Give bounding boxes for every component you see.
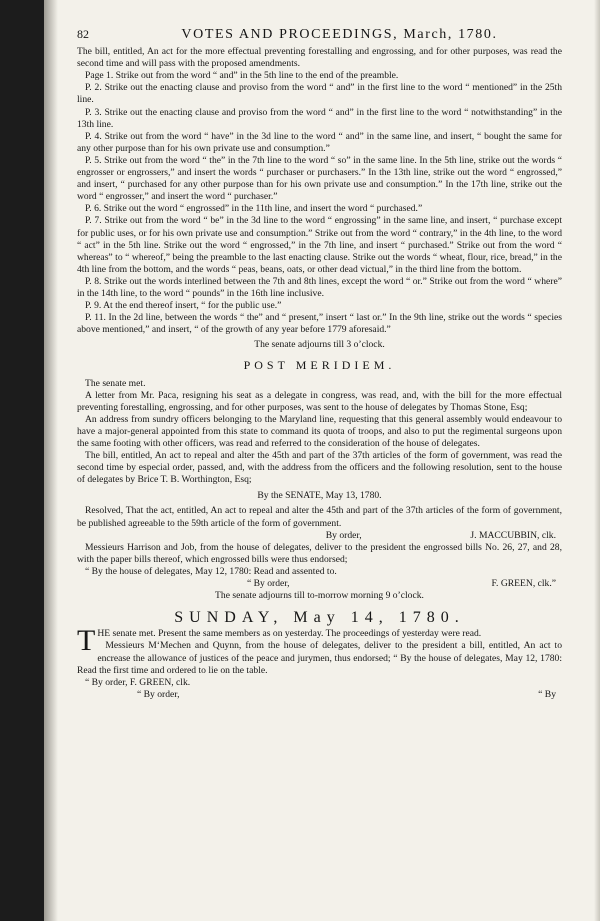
messengers-paragraph: Messieurs M‘Mechen and Quynn, from the house of delegates, deliver to the president a bill, entitled, An act to encrease the allowance of justices of the peace and jurymen, thus endorsed; “ By the house of delegates, May 12, 1780: Read the first time and ordered to lie on the table. <box>77 640 562 676</box>
by-order: By order, <box>325 529 362 541</box>
amendment-4: P. 4. Strike out from the word “ have” in the 3d line to the word “ and” in the same line, and insert, “ bought the same for any other purpose than for his own private use and consumption.” <box>77 130 562 154</box>
document-text <box>77 28 562 701</box>
catchword: “ By <box>538 688 556 700</box>
messengers-paragraph: Messieurs Harrison and Job, from the house of delegates, deliver to the president the engrossed bills No. 26, 27, and 28, with the paper bills thereof, which engrossed bills were thus endorsed; <box>77 541 562 565</box>
amendment-8: P. 8. Strike out the words interlined between the 7th and 8th lines, except the word “ or.” Strike out from the word “ where” in the 14th line, to the word “ pounds” in the 16th line inclusive. <box>77 275 562 299</box>
by-order: “ By order, <box>247 578 290 590</box>
binding-shadow <box>44 0 58 921</box>
sunday-opening-text: HE senate met. Present the same members as on yesterday. The proceedings of yesterday were read. <box>97 628 482 640</box>
adjourn-note: The senate adjourns till 3 o’clock. <box>254 339 385 351</box>
drop-cap: T <box>77 624 96 658</box>
address-paragraph: An address from sundry officers belonging to the Maryland line, requesting that this general assembly would endeavour to have a major-general appointed from this state to command its quota of troops, and also to put the regimental surgeons upon the same footing with other officers, was read and referred to the consideration of the house of delegates. <box>77 413 562 449</box>
amendment-7: P. 7. Strike out from the word “ be” in the 3d line to the word “ engrossing” in the same line, and insert, “ purchase except for public uses, or for his own private use and consumption.” Strike out from the word “ contrary,” in the 4th line, to the word “ act” in the 5th line. Strike out the word “ engrossed,” in the 7th line, and insert “ purchased.” Strike out from the word “ whereas” to “ whereof,” being the preamble to the last enacting clause. Strike out the words “ wheat, flour, rice, bread,” in the 4th line from the bottom, and the words “ peas, beans, oats, or other dead victual,” in the third line from the bottom. <box>77 215 562 275</box>
senate-date-line: By the SENATE, May 13, 1780. <box>257 490 382 502</box>
page-title: VOTES AND PROCEEDINGS, March, 1780. <box>181 27 498 42</box>
signature-maccubbin <box>77 530 562 542</box>
resolution-paragraph: Resolved, That the act, entitled, An act to repeal and alter the 45th and part of the 37th articles of the form of government, be published agreeable to the 59th article of the form of government. <box>77 505 562 529</box>
senate-met: The senate met. <box>85 377 146 389</box>
signature-green <box>77 689 562 701</box>
amendment-3: P. 3. Strike out the enacting clause and proviso from the word “ and” in the first line to the word “ notwithstanding” in the 13th line. <box>77 106 562 130</box>
amendment-1: Page 1. Strike out from the word “ and” in the 5th line to the end of the preamble. <box>85 70 399 82</box>
signature-green <box>77 578 562 590</box>
house-quote: “ By order, F. GREEN, clk. <box>85 676 191 688</box>
clerk-name: J. MACCUBBIN, clk. <box>470 529 556 541</box>
running-header <box>77 28 562 41</box>
amendment-9: P. 9. At the end thereof insert, “ for the public use.” <box>85 300 282 312</box>
bill-paragraph: The bill, entitled, An act for the more effectual preventing forestalling and engrossing, and for other purposes, was read the second time and will pass with the proposed amendments. <box>77 46 562 70</box>
clerk-name: F. GREEN, clk.” <box>491 578 556 590</box>
amendment-6: P. 6. Strike out the word “ engrossed” in the 11th line, and insert the word “ purchased.” <box>85 203 423 215</box>
letter-paragraph: A letter from Mr. Paca, resigning his seat as a delegate in congress, was read, and, with the bill for the more effectual preventing forestalling, engrossing, and for other purposes, was sent to the house of delegates by Thomas Stone, Esq; <box>77 389 562 413</box>
section-heading-post-meridiem: POST MERIDIEM. <box>243 358 396 373</box>
act-paragraph: The bill, entitled, An act to repeal and alter the 45th and part of the 37th articles of the form of government, was read the second time by especial order, passed, and, with the address from the officers and the following resolution, sent to the house of delegates by Brice T. B. Worthington, Esq; <box>77 450 562 486</box>
house-quote: “ By the house of delegates, May 12, 1780: Read and assented to. <box>85 565 337 577</box>
adjourn-note: The senate adjourns till to-morrow morning 9 o’clock. <box>215 590 424 602</box>
section-heading-sunday: SUNDAY, May 14, 1780. <box>174 609 465 627</box>
amendment-5: P. 5. Strike out from the word “ the” in the 7th line to the word “ so” in the same line. In the 5th line, strike out the words “ engrosser or engrossers,” and insert the words “ purchaser or purchasers.” In the 13th line, strike out the word “ engrossed,” and insert, “ purchased for any other purpose than for his own private use and consumption.” In the 17th line, strike out the word “ engrosser,” and insert the word “ purchaser.” <box>77 154 562 203</box>
page-number: 82 <box>77 27 89 41</box>
amendment-11: P. 11. In the 2d line, between the words “ the” and “ present,” insert “ last or.” In the 9th line, strike out the words “ species above mentioned,” and insert, “ of the growth of any year before 1779 aforesaid.” <box>77 312 562 336</box>
amendment-2: P. 2. Strike out the enacting clause and proviso from the word “ and” in the first line to the word “ mentioned” in the 25th line. <box>77 82 562 106</box>
by-order: “ By order, <box>137 688 180 700</box>
page-edge <box>594 0 600 921</box>
